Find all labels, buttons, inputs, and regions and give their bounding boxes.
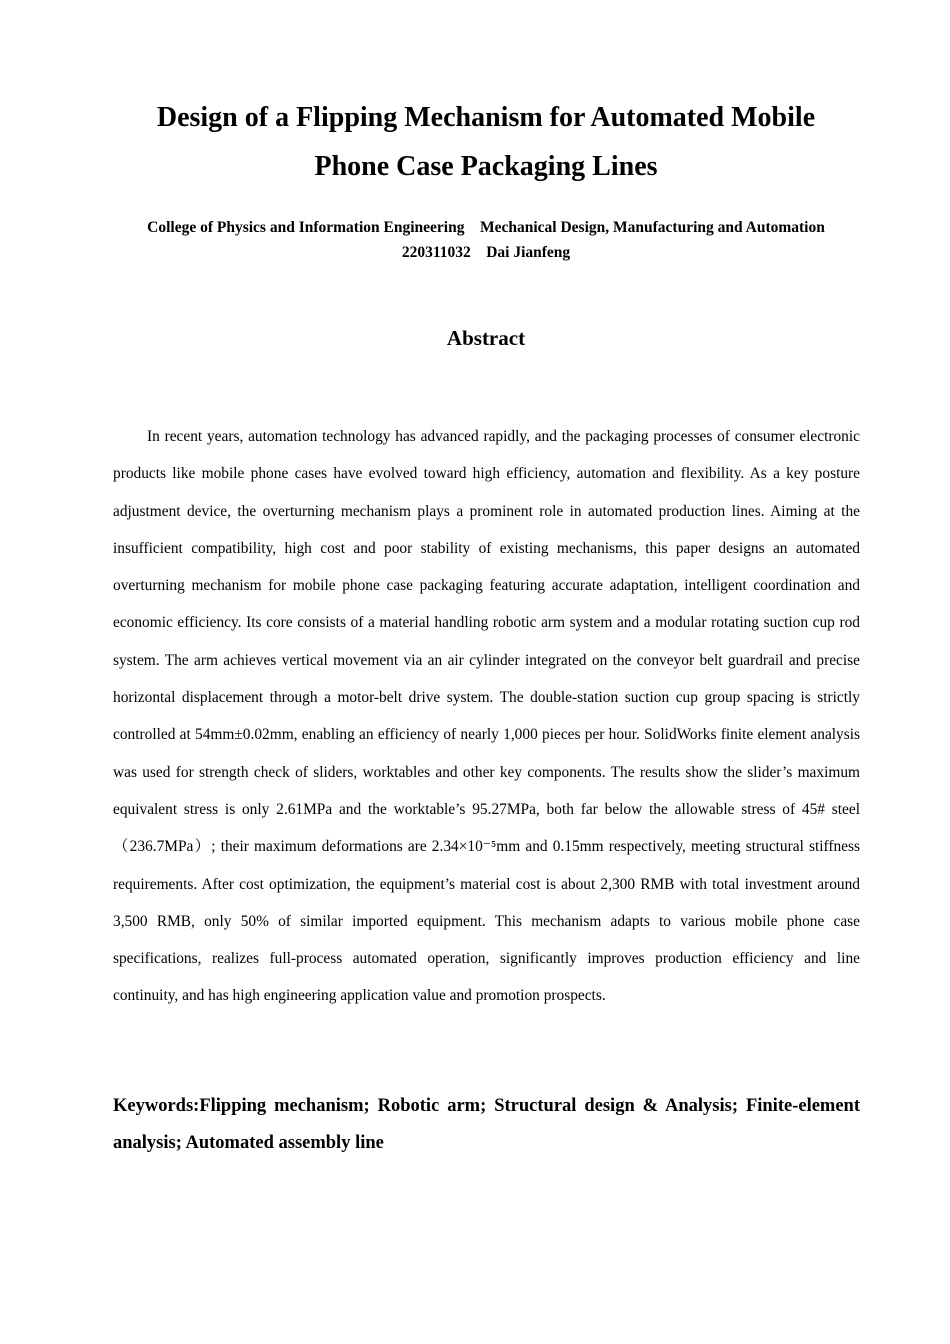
- abstract-body: In recent years, automation technology has advanced rapidly, and the packaging processes of consumer electronic products like mobile phone cases have evolved toward high efficiency, automation and flexibility. As a key posture adjustment device, the overturning mechanism plays a prominent role in automated production lines. Aiming at the insufficient compatibility, high cost and poor stability of existing mechanisms, this paper designs an automated overturning mechanism for mobile phone case packaging featuring accurate adaptation, intelligent coordination and economic efficiency. Its core consists of a material handling robotic arm system and a modular rotating suction cup rod system. The arm achieves vertical movement via an air cylinder integrated on the conveyor belt guardrail and precise horizontal displacement through a motor-belt drive system. The double-station suction cup group spacing is strictly controlled at 54mm±0.02mm, enabling an efficiency of nearly 1,000 pieces per hour. SolidWorks finite element analysis was used for strength check of sliders, worktables and other key components. The results show the slider’s maximum equivalent stress is only 2.61MPa and the worktable’s 95.27MPa, both far below the allowable stress of 45# steel （236.7MPa）; their maximum deformations are 2.34×10⁻⁵mm and 0.15mm respectively, meeting structural stiffness requirements. After cost optimization, the equipment’s material cost is about 2,300 RMB with total investment around 3,500 RMB, only 50% of similar imported equipment. This mechanism adapts to various mobile phone case specifications, realizes full-process automated operation, significantly improves production efficiency and line continuity, and has high engineering application value and promotion prospects.: [113, 428, 860, 1005]
- paper-title: [100, 93, 872, 191]
- student-id-and-author: 220311032 Dai Jianfeng: [401, 244, 571, 261]
- affiliation-line: College of Physics and Information Engineering Mechanical Design, Manufacturing and Automation: [147, 219, 825, 236]
- abstract-heading: Abstract: [446, 326, 526, 350]
- paper-title-line-2: Phone Case Packaging Lines: [314, 151, 658, 182]
- author-affiliation: [60, 215, 912, 265]
- keywords: Keywords:Flipping mechanism; Robotic arm; Structural design & Analysis; Finite-element analysis; Automated assembly line: [113, 1096, 860, 1153]
- paper-title-line-1: Design of a Flipping Mechanism for Automated Mobile: [156, 102, 816, 133]
